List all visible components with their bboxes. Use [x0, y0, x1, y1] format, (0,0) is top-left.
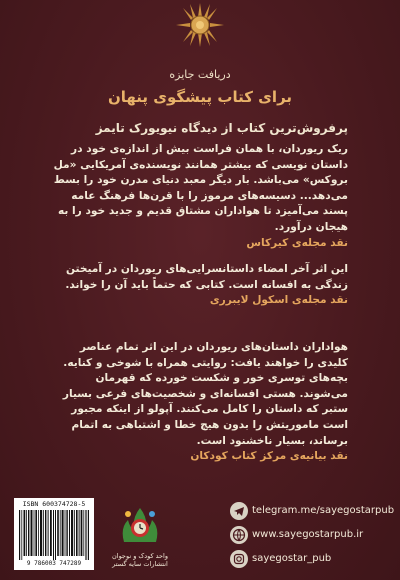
- publisher-logo-icon: [118, 498, 162, 548]
- review-text: هواداران داستان‌های ریوردان در این اثر تمام عناصر کلیدی را خواهند یافت: روایتی همراه با شوخی و کنایه. بچه‌های توسری خور و شکست خورده که قهرمان می‌شوند. هستی افسانه‌ای و شخصیت‌های فرعی بسیار ستبر که داستان را کامل می‌کنند. آپولو از اینکه مجبور است ماموریتش را بدون هیچ خطا و اشتباهی به اتمام برساند، بسیار ناخشنود است.: [62, 341, 348, 447]
- publisher-name: واحد کودک و نوجوان انتشارات سایه گستر: [112, 552, 168, 568]
- review-paragraph: [52, 262, 348, 309]
- review-paragraph: [52, 340, 348, 465]
- contact-text: www.sayegostarpub.ir: [252, 529, 364, 540]
- review-text: این اثر آخر امضاء داستانسرایی‌های ریوردان در آمیختن زندگی به افسانه است. کتابی که حتماً باید آن را خواند.: [65, 263, 348, 291]
- review-source: نقد مجله‌ی اسکول لایبرری: [209, 294, 348, 307]
- instagram-icon: [230, 550, 248, 568]
- sun-emblem-icon: [176, 3, 224, 47]
- award-label: دریافت جایزه: [169, 68, 231, 81]
- publisher-block: [104, 498, 176, 574]
- review-source: نقد بیانیه‌ی مرکز کتاب کودکان: [190, 450, 348, 463]
- bestseller-note: پرفروش‌ترین کتاب از دیدگاه نیویورک تایمز: [95, 121, 348, 135]
- contact-instagram[interactable]: [228, 550, 400, 570]
- web-icon: [230, 526, 248, 544]
- contact-website[interactable]: [228, 526, 400, 546]
- isbn-label: ISBN 600374728-5: [22, 500, 86, 508]
- barcode-icon: [19, 510, 89, 560]
- contact-text: sayegostar_pub: [252, 553, 332, 564]
- contact-telegram[interactable]: [228, 502, 400, 522]
- award-book-title: برای کتاب پیشگوی پنهان: [107, 88, 293, 106]
- review-paragraph: [52, 142, 348, 251]
- back-cover-footer: [0, 492, 400, 580]
- contact-text: telegram.me/sayegostarpub: [252, 505, 395, 516]
- review-source: نقد مجله‌ی کیرکاس: [246, 236, 348, 249]
- isbn-barcode-box: [14, 498, 94, 570]
- barcode-number: 9 786003 747289: [26, 560, 82, 567]
- telegram-icon: [230, 502, 248, 520]
- review-text: ریک ریوردان، با همان فراست بیش از اندازه‌ی خود در داستان نویسی که بیشتر همانند نویسنده‌ی آمریکایی «مل بروکس» می‌باشد. بار دیگر معبد دنیای مدرن خود را بسط می‌دهد... دسیسه‌های مرموز را با قرن‌ها فرهنگ عامه پسند می‌آمیزد تا هواداران مشتاق قدیم و جدید خود را به هیجان درآورد.: [53, 143, 348, 233]
